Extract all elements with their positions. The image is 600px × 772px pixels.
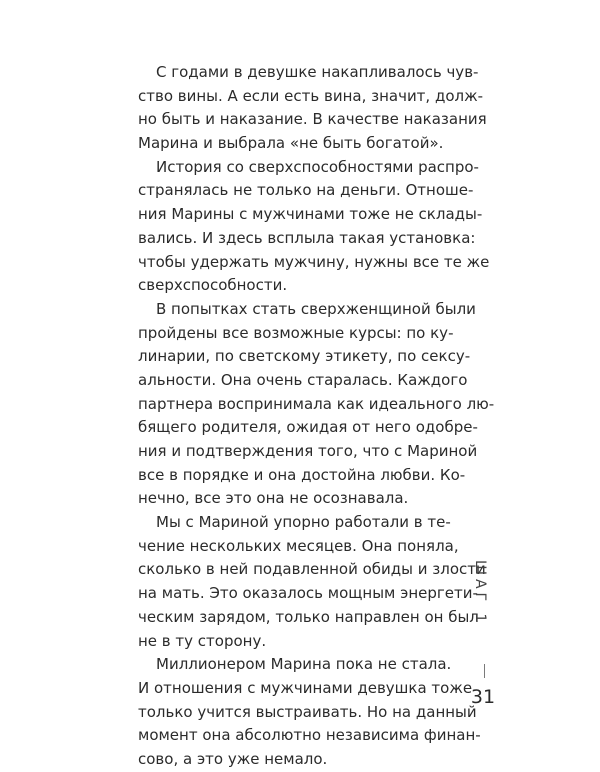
divider xyxy=(484,664,485,678)
text-line: все в порядке и она достойна любви. Ко- xyxy=(138,465,466,484)
text-line: но быть и наказание. В качестве наказания xyxy=(138,110,487,129)
text-line: только учится выстраивать. Но на данный xyxy=(138,702,477,721)
text-line: С годами в девушке накапливалось чув- xyxy=(156,63,479,81)
text-line: на мать. Это оказалось мощным энергети- xyxy=(138,584,478,603)
text-line: странялась не только на деньги. Отноше- xyxy=(138,181,474,200)
text-line: сверхспособности. xyxy=(138,276,288,295)
text-line: нечно, все это она не осознавала. xyxy=(138,489,409,508)
running-head: ШАГ 1 xyxy=(472,560,488,627)
text-line: альности. Она очень старалась. Каждого xyxy=(138,370,468,389)
text-line: сколько в ней подавленной обиды и злости xyxy=(138,560,486,579)
text-line: В попытках стать сверхженщиной были xyxy=(156,299,476,318)
text-line: История со сверхспособностями распро- xyxy=(156,157,479,176)
page-number: 31 xyxy=(470,686,496,708)
text-line: Марина и выбрала «не быть богатой». xyxy=(138,134,444,153)
paragraph xyxy=(138,61,487,156)
text-line: сово, а это уже немало. xyxy=(138,749,328,768)
text-line: ческим зарядом, только направлен он был xyxy=(138,607,479,626)
text-line: Мы с Мариной упорно работали в те- xyxy=(156,513,451,532)
text-line: чение нескольких месяцев. Она поняла, xyxy=(138,536,459,555)
text-line: момент она абсолютно независима финан- xyxy=(138,726,481,745)
text-line: чтобы удержать мужчину, нужны все те же xyxy=(138,252,490,271)
text-line: бящего родителя, ожидая от него одобре- xyxy=(138,418,478,437)
text-line: ния и подтверждения того, что с Мариной xyxy=(138,442,478,460)
text-line: вались. И здесь всплыла такая установка: xyxy=(138,228,476,247)
text-line: пройдены все возможные курсы: по ку- xyxy=(138,323,454,342)
paragraph xyxy=(138,156,490,298)
text-line: не в ту сторону. xyxy=(138,631,267,650)
text-line: партнера воспринимала как идеального лю- xyxy=(138,394,495,413)
text-line: И отношения с мужчинами девушка тоже xyxy=(138,678,473,697)
paragraph xyxy=(138,298,495,511)
text-line: ния Марины с мужчинами тоже не склады- xyxy=(138,205,483,224)
text-line: Миллионером Марина пока не стала. xyxy=(156,655,452,674)
text-line: ство вины. А если есть вина, значит, долж- xyxy=(138,86,484,105)
text-line: линарии, по светскому этикету, по сексу- xyxy=(138,347,471,366)
paragraph xyxy=(138,653,481,771)
